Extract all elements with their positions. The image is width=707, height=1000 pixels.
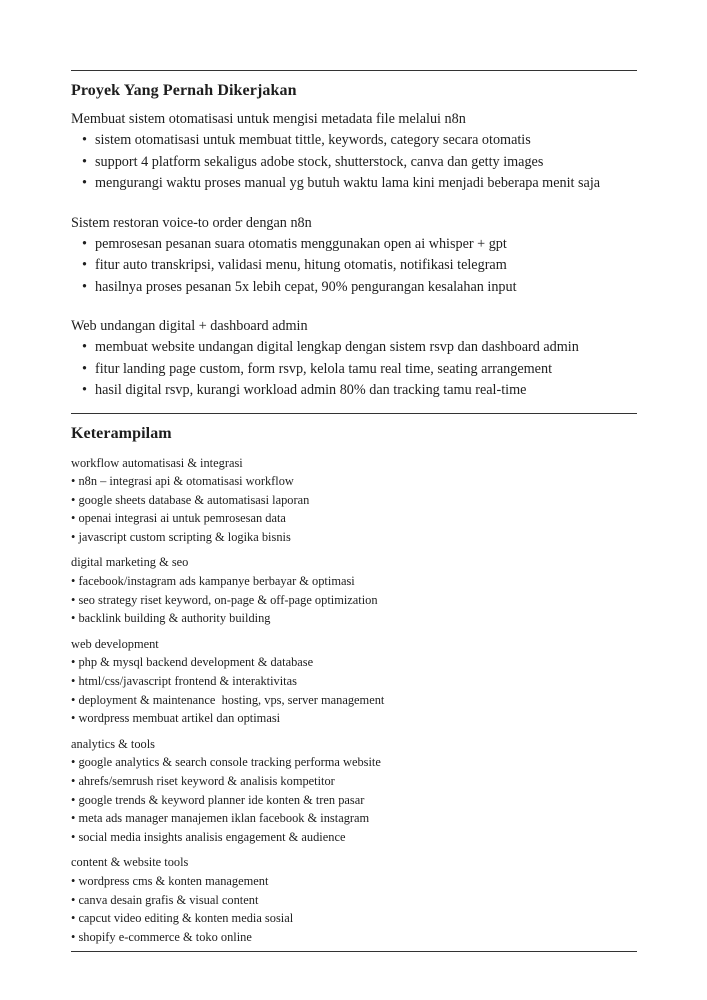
project-point: • pemrosesan pesanan suara otomatis menggunakan open ai whisper + gpt — [95, 234, 637, 256]
skill-item: • facebook/instagram ads kampanye berbayar & optimasi — [71, 572, 637, 591]
skill-item: • google analytics & search console tracking performa website — [71, 753, 637, 772]
skill-item: • meta ads manager manajemen iklan facebook & instagram — [71, 809, 637, 828]
project-title: Membuat sistem otomatisasi untuk mengisi metadata file melalui n8n — [71, 111, 466, 127]
skills-list — [71, 454, 637, 947]
projects-list — [71, 109, 637, 402]
projects-section-title: Proyek Yang Pernah Dikerjakan — [71, 82, 297, 99]
section-divider — [71, 413, 637, 414]
skill-group-title: digital marketing & seo — [71, 555, 189, 570]
project-points — [71, 234, 637, 299]
skill-item: • seo strategy riset keyword, on-page & off-page optimization — [71, 591, 637, 610]
skill-group — [71, 635, 637, 728]
project-point: • hasil digital rsvp, kurangi workload admin 80% dan tracking tamu real-time — [95, 380, 637, 402]
skill-item: • wordpress membuat artikel dan optimasi — [71, 709, 637, 728]
skill-item: • php & mysql backend development & database — [71, 653, 637, 672]
skill-item: • deployment & maintenance hosting, vps, server management — [71, 691, 637, 710]
project-title: Sistem restoran voice-to order dengan n8n — [71, 214, 312, 231]
skill-group — [71, 735, 637, 847]
skill-item: • openai integrasi ai untuk pemrosesan data — [71, 509, 637, 528]
skill-item: • google trends & keyword planner ide konten & tren pasar — [71, 791, 637, 810]
skill-item: • javascript custom scripting & logika bisnis — [71, 528, 637, 547]
skill-item: • wordpress cms & konten management — [71, 872, 637, 891]
project-point: • mengurangi waktu proses manual yg butuh waktu lama kini menjadi beberapa menit saja — [95, 173, 637, 195]
skill-item: • backlink building & authority building — [71, 609, 637, 628]
skill-group-title: web development — [71, 636, 159, 651]
skill-group-title: analytics & tools — [71, 736, 155, 751]
project-point: • fitur landing page custom, form rsvp, kelola tamu real time, seating arrangement — [95, 359, 637, 381]
skill-items — [71, 872, 637, 946]
project-points — [71, 337, 637, 402]
skill-item: • html/css/javascript frontend & interaktivitas — [71, 672, 637, 691]
skill-item: • social media insights analisis engagement & audience — [71, 828, 637, 847]
project-point: • sistem otomatisasi untuk membuat tittle, keywords, category secara otomatis — [95, 130, 637, 152]
project-points — [71, 130, 637, 195]
section-divider — [71, 951, 637, 952]
skills-section-title: Keterampilam — [71, 424, 172, 442]
skill-group-title: workflow automatisasi & integrasi — [71, 455, 243, 470]
skill-item: • google sheets database & automatisasi laporan — [71, 491, 637, 510]
project-point: • hasilnya proses pesanan 5x lebih cepat, 90% pengurangan kesalahan input — [95, 277, 637, 299]
skill-item: • shopify e-commerce & toko online — [71, 928, 637, 947]
skill-group — [71, 853, 637, 946]
project-title: Web undangan digital + dashboard admin — [71, 318, 308, 334]
skill-group — [71, 553, 637, 627]
resume-page — [71, 0, 637, 952]
skill-item: • n8n – integrasi api & otomatisasi workflow — [71, 472, 637, 491]
section-divider — [71, 70, 637, 71]
project-point: • membuat website undangan digital lengkap dengan sistem rsvp dan dashboard admin — [95, 337, 637, 359]
skill-items — [71, 472, 637, 546]
skill-items — [71, 653, 637, 727]
project-item — [71, 316, 637, 402]
skill-items — [71, 753, 637, 846]
project-point: • support 4 platform sekaligus adobe stock, shutterstock, canva dan getty images — [95, 152, 637, 174]
skill-item: • ahrefs/semrush riset keyword & analisis kompetitor — [71, 772, 637, 791]
project-item — [71, 109, 637, 195]
skill-items — [71, 572, 637, 628]
skill-item: • canva desain grafis & visual content — [71, 891, 637, 910]
skill-group — [71, 454, 637, 547]
skill-item: • capcut video editing & konten media sosial — [71, 909, 637, 928]
project-item — [71, 213, 637, 299]
project-point: • fitur auto transkripsi, validasi menu, hitung otomatis, notifikasi telegram — [95, 255, 637, 277]
skill-group-title: content & website tools — [71, 855, 189, 870]
